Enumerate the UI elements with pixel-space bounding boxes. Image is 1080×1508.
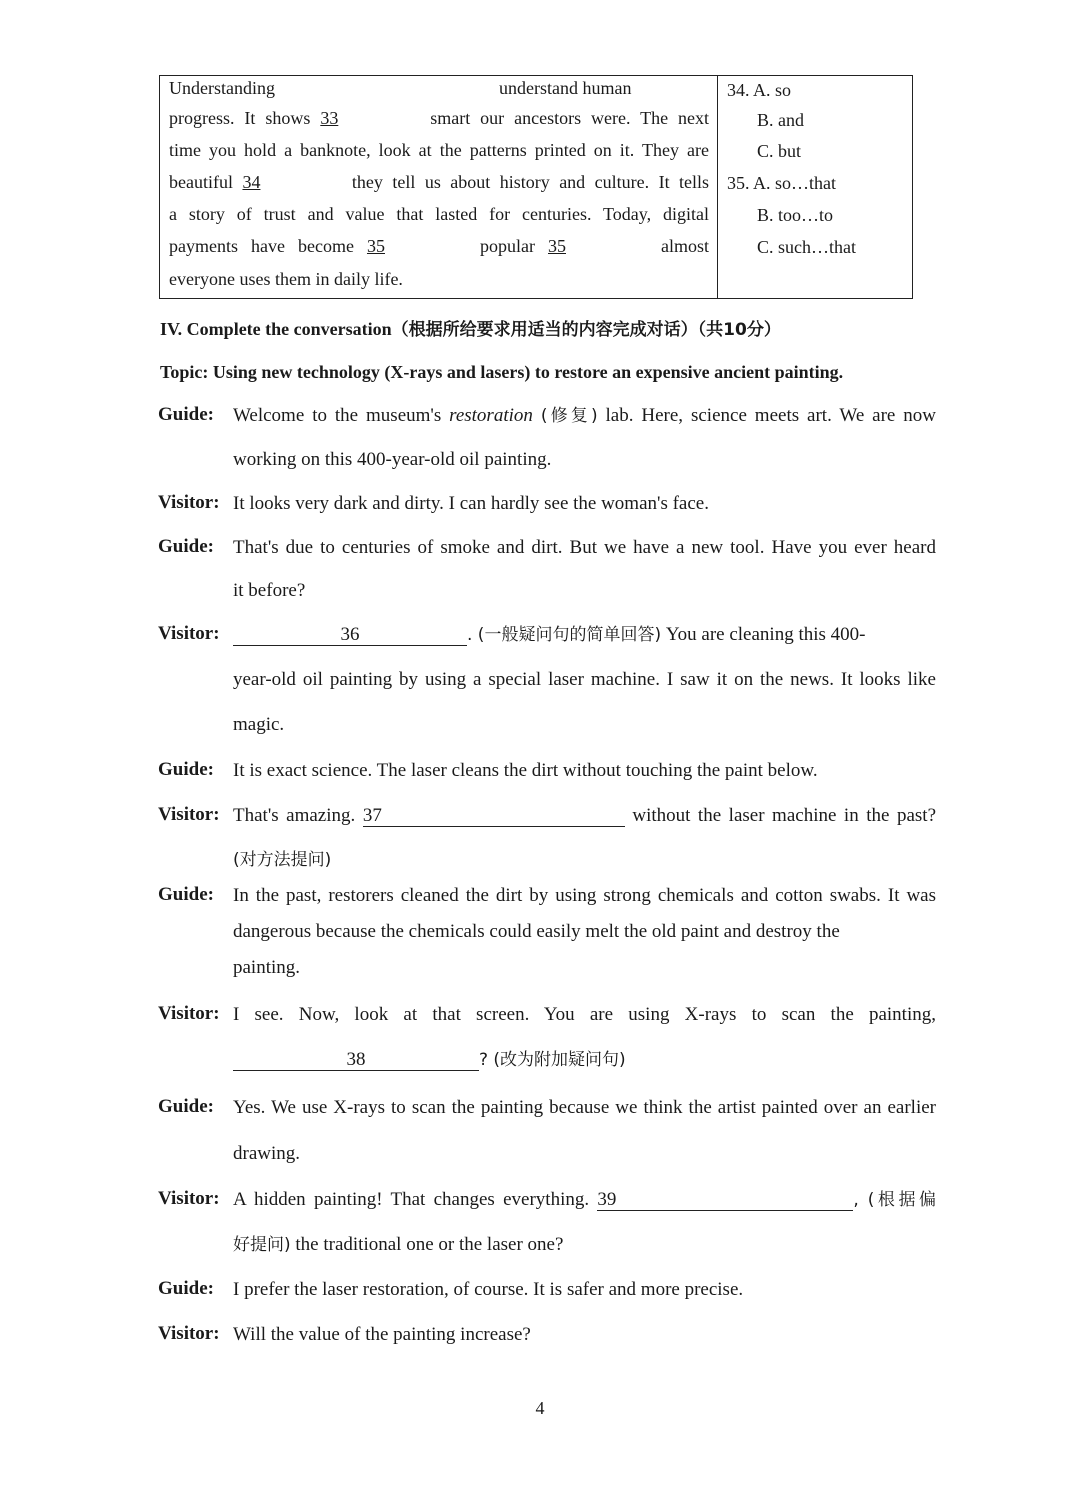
passage-line-6-b: popular [480, 236, 535, 256]
blank-35b: 35 [548, 236, 566, 256]
speaker-visitor: Visitor: [158, 1003, 220, 1024]
blank-39[interactable]: 39 [597, 1190, 853, 1211]
visitor-line-3-cn: (对方法提问) [233, 850, 332, 870]
visitor-line-5 [233, 1188, 936, 1212]
speaker-visitor: Visitor: [158, 1188, 220, 1209]
speaker-guide: Guide: [158, 404, 214, 425]
guide-line-2-cont: it before? [233, 580, 306, 601]
passage-line-2-b: smart our ancestors were. The next [430, 108, 710, 128]
passage-line-6-c: almost [661, 236, 710, 256]
guide-line-4-end: painting. [233, 957, 301, 978]
option-34a: 34. A. so [727, 80, 792, 100]
visitor-3-b: without the laser machine in the past? [632, 805, 937, 826]
guide-line-5-cont: drawing. [233, 1143, 301, 1164]
passage-line-1-text: Understanding [169, 78, 275, 98]
option-34c: C. but [757, 141, 802, 161]
passage-line-1 [169, 77, 709, 99]
visitor-line-4-cont [233, 1048, 936, 1072]
passage-line-6-a: payments have become [169, 236, 354, 256]
passage-line-5 [169, 203, 709, 225]
blank-33: 33 [320, 108, 339, 128]
passage-line-4 [169, 171, 709, 193]
option-35b: B. too…to [757, 205, 834, 225]
passage-line-2 [169, 107, 709, 129]
passage-line-7 [169, 268, 709, 290]
guide-1-b: lab. Here, science meets art. We are now [605, 405, 937, 426]
visitor-2-a: You are cleaning this 400- [665, 624, 866, 645]
visitor-3-a: That's amazing. [233, 805, 356, 826]
passage-line-3 [169, 139, 709, 161]
visitor-line-1: It looks very dark and dirty. I can hardly see the woman's face. [233, 493, 709, 514]
options-column [718, 76, 912, 298]
visitor-line-2-end: magic. [233, 714, 285, 735]
guide-line-4-cont: dangerous because the chemicals could easily melt the old paint and destroy the [233, 921, 840, 942]
passage-text [160, 76, 718, 298]
passage-line-4-b: they tell us about history and culture. It tells [351, 172, 710, 192]
guide-line-4: In the past, restorers cleaned the dirt by using strong chemicals and cotton swabs. It was [233, 885, 936, 906]
guide-line-1 [233, 404, 936, 428]
speaker-visitor: Visitor: [158, 1323, 220, 1344]
passage-line-5-text: a story of trust and value that lasted for centuries. Today, digital [169, 204, 709, 224]
speaker-guide: Guide: [158, 536, 214, 557]
visitor-line-6: Will the value of the painting increase? [233, 1324, 531, 1345]
section-title [160, 315, 781, 340]
guide-1-a: Welcome to the museum's [233, 405, 442, 426]
guide-line-3: It is exact science. The laser cleans the dirt without touching the paint below. [233, 760, 818, 781]
guide-line-1-cont: working on this 400-year-old oil painting. [233, 449, 552, 470]
page-number: 4 [535, 1398, 545, 1418]
option-34b: B. and [757, 110, 804, 130]
blank-35a: 35 [366, 236, 385, 256]
passage-box [159, 75, 913, 299]
passage-line-4-a: beautiful [169, 172, 233, 192]
blank-36[interactable]: 36 [233, 625, 467, 646]
topic-line: Topic: Using new technology (X-rays and lasers) to restore an expensive ancient painting. [160, 362, 844, 382]
passage-line-3-text: time you hold a banknote, look at the patterns printed on it. They are [169, 140, 709, 160]
speaker-guide: Guide: [158, 1278, 214, 1299]
passage-line-2-a: progress. It shows [169, 108, 311, 128]
option-35a: 35. A. so…that [727, 173, 837, 193]
speaker-guide: Guide: [158, 1096, 214, 1117]
visitor-line-2-cont: year-old oil painting by using a special laser machine. I saw it on the news. It looks like [233, 669, 936, 690]
speaker-guide: Guide: [158, 884, 214, 905]
speaker-guide: Guide: [158, 759, 214, 780]
blank-34: 34 [242, 172, 261, 192]
option-35c: C. such…that [757, 237, 856, 257]
visitor-line-5-cont [233, 1233, 936, 1257]
passage-line-7-text: everyone uses them in daily life. [169, 269, 403, 289]
visitor-line-4: I see. Now, look at that screen. You are using X-rays to scan the painting, [233, 1004, 936, 1025]
visitor-5-cn: , (根据偏 [853, 1190, 937, 1210]
section-title-cn: （根据所给要求用适当的内容完成对话）（共10分） [391, 320, 781, 340]
blank-38[interactable]: 38 [233, 1050, 479, 1071]
guide-1-word: restoration [449, 405, 533, 426]
guide-line-5: Yes. We use X-rays to scan the painting because we think the artist painted over an earlier [233, 1097, 936, 1118]
visitor-5-cn2: 好提问) [233, 1235, 291, 1255]
visitor-5-b: the traditional one or the laser one? [295, 1234, 564, 1255]
passage-line-1-tail: understand human [498, 78, 632, 98]
visitor-line-3 [233, 804, 936, 828]
guide-1-cn: (修复) [540, 406, 598, 426]
section-title-en: IV. Complete the conversation [160, 319, 392, 339]
visitor-5-a: A hidden painting! That changes everything. [233, 1189, 590, 1210]
speaker-visitor: Visitor: [158, 804, 220, 825]
guide-line-6: I prefer the laser restoration, of course. It is safer and more precise. [233, 1279, 744, 1300]
speaker-visitor: Visitor: [158, 623, 220, 644]
speaker-visitor: Visitor: [158, 492, 220, 513]
visitor-line-2 [233, 623, 936, 647]
visitor-2-cn: . (一般疑问句的简单回答) [467, 625, 662, 645]
passage-line-6 [169, 235, 709, 257]
guide-line-2: That's due to centuries of smoke and dirt. But we have a new tool. Have you ever heard [233, 537, 936, 558]
blank-37[interactable]: 37 [363, 806, 625, 827]
visitor-4-cn: ? (改为附加疑问句) [479, 1050, 626, 1070]
